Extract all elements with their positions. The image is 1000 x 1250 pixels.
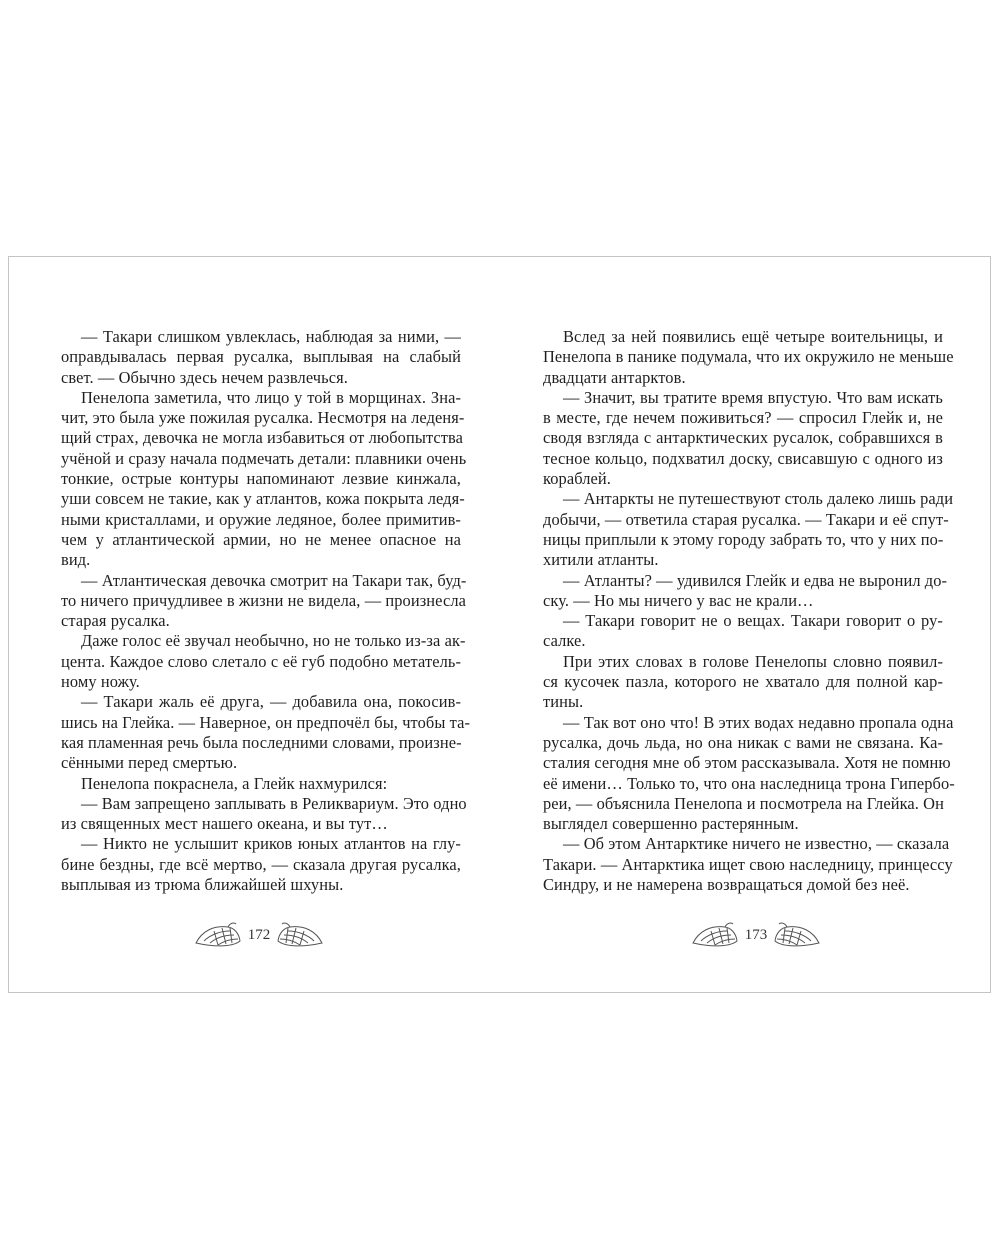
text-line: добычи, — ответила старая русалка. — Такари и её спут- xyxy=(543,509,949,529)
text-line: Пенелопа покраснела, а Глейк нахмурился: xyxy=(81,773,388,793)
page-number: 173 xyxy=(744,926,768,943)
text-line: в месте, где нечем поживиться? — спросил Глейк и, не xyxy=(543,408,943,428)
text-line: — Вам запрещено заплывать в Реликвариум. Это одно xyxy=(81,793,467,813)
text-line: Пенелопа в панике подумала, что их окружило не меньше xyxy=(543,347,954,367)
text-line: Пенелопа заметила, что лицо у той в морщинах. Зна- xyxy=(81,387,461,407)
text-line: — Никто не услышит криков юных атлантов на глу- xyxy=(81,834,461,854)
text-line: оправдывалась первая русалка, выплывая на слабый xyxy=(61,347,461,367)
text-line: сёнными перед смертью. xyxy=(61,753,238,773)
left-page-text xyxy=(61,327,471,895)
text-line: — Такари говорит не о вещах. Такари говорит о ру- xyxy=(563,611,943,631)
text-line: чит, это была уже пожилая русалка. Несмотря на леденя- xyxy=(61,408,465,428)
text-line: салке. xyxy=(543,631,586,651)
text-line: хитили атланты. xyxy=(543,550,659,570)
text-line: ному ножу. xyxy=(61,672,140,692)
text-line: уши совсем не такие, как у атлантов, кожа покрыта ледя- xyxy=(61,489,465,509)
text-line: учёной и сразу начала подмечать детали: плавники очень xyxy=(61,448,467,468)
text-line: кораблей. xyxy=(543,469,611,489)
text-line: сводя взгляда с антарктических русалок, собравшихся в xyxy=(543,428,943,448)
text-line: её имени… Только то, что она наследница трона Гипербо- xyxy=(543,773,955,793)
text-line: Вслед за ней появились ещё четыре воительницы, и xyxy=(563,327,943,346)
text-line: щий страх, девочка не могла избавиться от любопытства xyxy=(61,428,464,448)
text-line: — Так вот оно что! В этих водах недавно пропала одна xyxy=(563,712,954,732)
text-line: Синдру, и не намерена возвращаться домой без неё. xyxy=(543,875,910,895)
text-line: свет. — Обычно здесь нечем развлечься. xyxy=(61,367,348,387)
left-page-folio xyxy=(174,915,344,955)
text-line: тесное кольцо, подхватил доску, свисавшую с одного из xyxy=(543,448,943,468)
book-spread xyxy=(8,256,991,993)
text-line: цента. Каждое слово слетало с её губ подобно метатель- xyxy=(61,651,461,671)
seashell-icon xyxy=(276,919,324,951)
text-line: — Такари жаль её друга, — добавила она, покосив- xyxy=(81,692,461,712)
seashell-icon xyxy=(194,919,242,951)
text-line: ску. — Но мы ничего у вас не крали… xyxy=(543,590,814,610)
text-line: При этих словах в голове Пенелопы словно появил- xyxy=(563,651,943,671)
text-line: русалка, дочь льда, но она никак с вами не связана. Ка- xyxy=(543,732,943,752)
text-line: реи, — объяснила Пенелопа и посмотрела на Глейка. Он xyxy=(543,793,944,813)
text-line: кая пламенная речь была последними словами, произне- xyxy=(61,732,462,752)
text-line: — Атланты? — удивился Глейк и едва не выронил до- xyxy=(563,570,948,590)
text-line: шись на Глейка. — Наверное, он предпочёл бы, чтобы та- xyxy=(61,712,471,732)
text-line: — Об этом Антарктике ничего не известно, — сказала xyxy=(563,834,950,854)
right-page-text xyxy=(543,327,955,895)
page-number: 172 xyxy=(247,926,271,943)
text-line: ся кусочек пазла, которого не хватало для полной кар- xyxy=(543,672,943,692)
seashell-icon xyxy=(691,919,739,951)
text-line: — Атлантическая девочка смотрит на Такари так, буд- xyxy=(81,570,467,590)
text-line: вид. xyxy=(61,550,91,570)
right-page-folio xyxy=(671,915,841,955)
text-line: то ничего причудливее в жизни не видела, — произнесла xyxy=(61,590,466,610)
text-line: — Такари слишком увлеклась, наблюдая за ними, — xyxy=(81,327,461,346)
text-line: Даже голос её звучал необычно, но не только из-за ак- xyxy=(81,631,466,651)
text-line: тины. xyxy=(543,692,584,712)
text-line: выглядел совершенно растерянным. xyxy=(543,814,799,834)
text-line: — Антаркты не путешествуют столь далеко лишь ради xyxy=(563,489,954,509)
text-line: из священных мест нашего океана, и вы тут… xyxy=(61,814,388,834)
text-line: тонкие, острые контуры напоминают лезвие кинжала, xyxy=(61,469,461,489)
text-line: бине бездны, где всё мертво, — сказала другая русалка, xyxy=(61,854,461,874)
seashell-icon xyxy=(773,919,821,951)
text-line: — Значит, вы тратите время впустую. Что вам искать xyxy=(563,387,943,407)
text-line: двадцати антарктов. xyxy=(543,367,686,387)
text-line: выплывая из трюма ближайшей шхуны. xyxy=(61,875,344,895)
text-line: сталия сегодня мне об этом рассказывала. Хотя не помню xyxy=(543,753,951,773)
text-line: ными кристаллами, и оружие ледяное, более примитив- xyxy=(61,509,461,529)
text-line: чем у атлантической армии, но не менее опасное на xyxy=(61,529,461,549)
text-line: Такари. — Антарктика ищет свою наследницу, принцессу xyxy=(543,854,953,874)
text-line: ницы приплыли к этому городу забрать то, что у них по- xyxy=(543,529,944,549)
text-line: старая русалка. xyxy=(61,611,170,631)
